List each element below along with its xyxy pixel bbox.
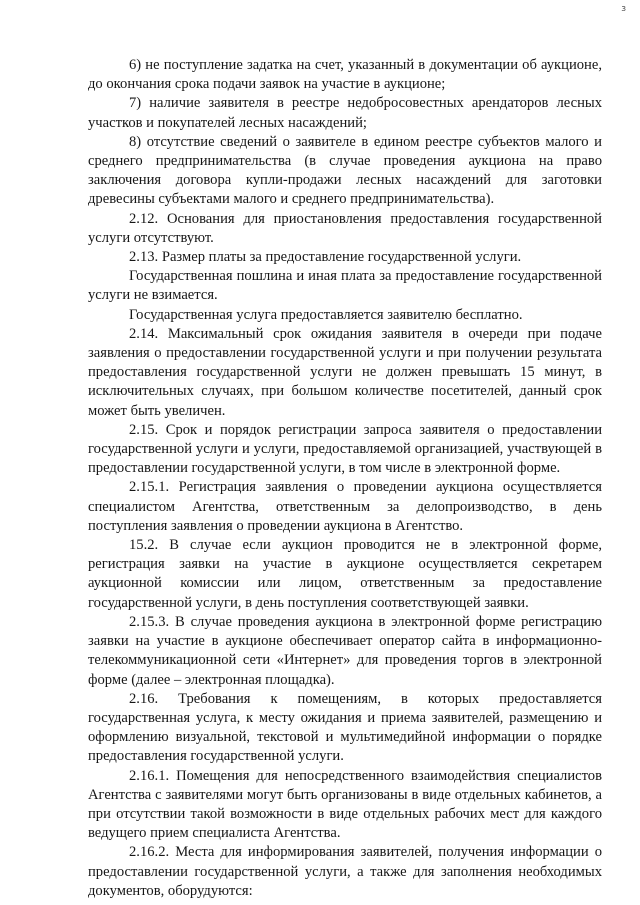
paragraph-15-2: 15.2. В случае если аукцион проводится не в электронной форме, регистрация заявки на участие в аукционе осуществляется секретарем аукционной комиссии или лицом, ответственным за предоставление государственной услуги, в день поступления соответствующей заявки. [88,537,602,611]
paragraph-2-16-2: 2.16.2. Места для информирования заявителей, получения информации о предоставлении государственной услуги, а также для заполнения необходимых документов, оборудуются: [88,844,602,899]
paragraph-item-6: 6) не поступление задатка на счет, указанный в документации об аукционе, до окончания срока подачи заявок на участие в аукционе; [88,57,602,93]
paragraph-2-15-3: 2.15.3. В случае проведения аукциона в электронной форме регистрацию заявки на участие в аукционе обеспечивает оператор сайта в информационно-телекоммуникационной сети «Интернет» для проведения торгов в электронной форме (далее – электронная площадка). [88,613,602,688]
paragraph-2-15: 2.15. Срок и порядок регистрации запроса заявителя о предоставлении государственной услуги и услуги, предоставляемой организацией, участвующей в предоставлении государственной услуги, в том числе в электронной форме. [88,421,602,477]
paragraph-2-15-1: 2.15.1. Регистрация заявления о проведении аукциона осуществляется специалистом Агентства, ответственным за делопроизводство, в день поступления заявления о проведении аукциона в Агентство. [88,479,602,534]
paragraph-free-of-charge: Государственная услуга предоставляется заявителю бесплатно. [129,306,523,323]
paragraph-state-fee: Государственная пошлина и иная плата за предоставление государственной услуги не взимается. [88,268,602,304]
page-corner-mark: з [621,4,626,14]
paragraph-2-12: 2.12. Основания для приостановления предоставления государственной услуги отсутствуют. [88,210,602,246]
paragraph-2-16: 2.16. Требования к помещениям, в которых предоставляется государственная услуга, к месту ожидания и приема заявителей, размещению и оформлению визуальной, текстовой и мультимедийной информации о порядке предоставления государственной услуги. [88,690,602,765]
paragraph-item-8: 8) отсутствие сведений о заявителе в едином реестре субъектов малого и среднего предпринимательства (в случае проведения аукциона на право заключения договора купли-продажи лесных насаждений для заготовки древесины субъектами малого и среднего предпринимательства). [88,133,602,208]
paragraph-2-13: 2.13. Размер платы за предоставление государственной услуги. [129,249,522,266]
document-page [88,56,602,901]
paragraph-2-14: 2.14. Максимальный срок ожидания заявителя в очереди при подаче заявления о предоставлении государственной услуги и при получении результата предоставления государственной услуги не должен превышать 15 минут, в исключительных случаях, при большом количестве посетителей, данный срок может быть увеличен. [88,325,602,419]
paragraph-2-16-1: 2.16.1. Помещения для непосредственного взаимодействия специалистов Агентства с заявителями могут быть организованы в виде отдельных кабинетов, а при отсутствии такой возможности в виде отдельных рабочих мест для каждого ведущего прием специалиста Агентства. [88,767,602,842]
paragraph-item-7: 7) наличие заявителя в реестре недобросовестных арендаторов лесных участков и покупателей лесных насаждений; [88,95,602,131]
